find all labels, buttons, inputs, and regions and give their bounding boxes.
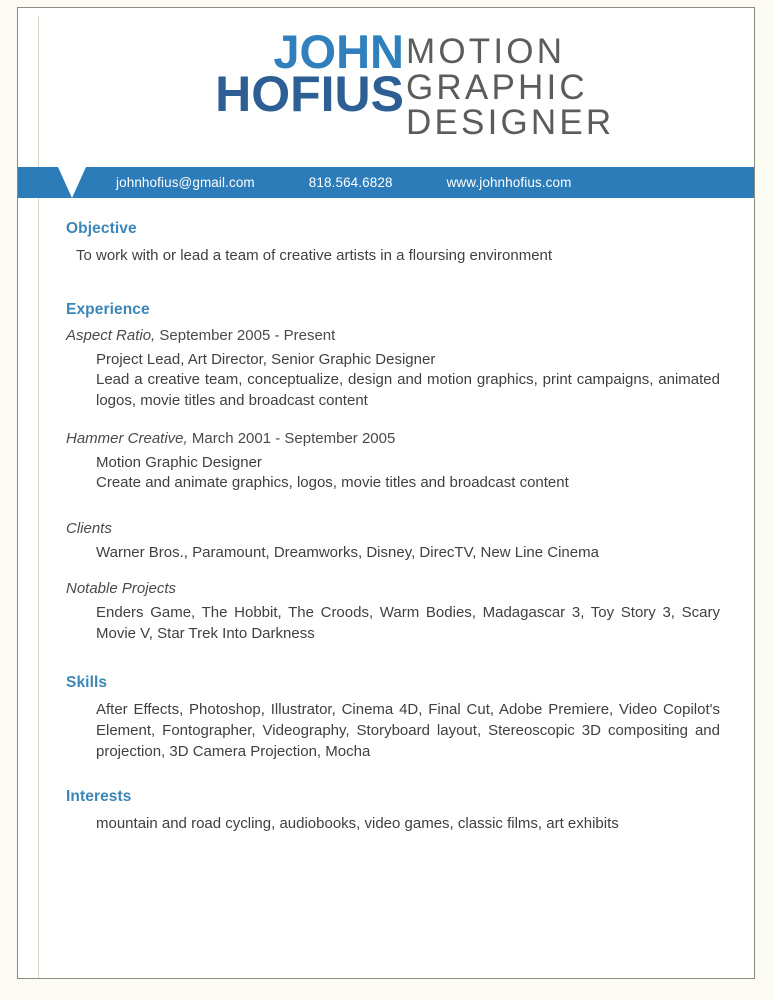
clients-text: Warner Bros., Paramount, Dreamworks, Disney, DirecTV, New Line Cinema [96,544,599,562]
section-heading-interests: Interests [66,788,132,806]
section-heading-skills: Skills [66,674,108,692]
job-title-line-2: GRAPHIC [406,67,588,107]
job-2-dates: March 2001 - September 2005 [187,429,396,447]
job-1-dates: September 2005 - Present [155,326,336,344]
job-1-description: Lead a creative team, conceptualize, design and motion graphics, print campaigns, animated logos, movie titles and broadcast content [96,371,720,410]
contact-phone[interactable]: 818.564.6828 [308,175,393,190]
contact-items [116,167,571,198]
job-2-company: Hammer Creative, [66,429,188,447]
resume-page [17,7,755,979]
job-1-role: Project Lead, Art Director, Senior Graphic Designer [96,350,436,368]
job-title-block [406,34,614,141]
section-heading-experience: Experience [66,300,150,318]
clients-heading [66,520,754,537]
job-1-company: Aspect Ratio, [66,326,156,344]
section-objective [18,220,754,267]
notable-projects-text: Enders Game, The Hobbit, The Croods, Warm Bodies, Madagascar 3, Toy Story 3, Scary Movie V, Star Trek Into Darkness [96,603,720,642]
section-experience [18,301,754,645]
job-1-header [66,327,754,344]
contact-bar [18,167,754,198]
resume-content [18,198,754,835]
interests-text: mountain and road cycling, audiobooks, video games, classic films, art exhibits [96,815,619,833]
section-heading-objective: Objective [66,220,137,237]
objective-text: To work with or lead a team of creative artists in a floursing environment [76,247,553,264]
name-last: HOFIUS [215,65,404,122]
candidate-name [215,25,404,122]
job-title-line-1: MOTION [406,32,566,71]
section-interests [18,788,754,835]
notable-projects-heading-label: Notable Projects [66,579,177,597]
job-title-line-3: DESIGNER [406,103,615,143]
skills-text: After Effects, Photoshop, Illustrator, Cinema 4D, Final Cut, Adobe Premiere, Video Copilot's Element, Fontographer, Videography, Storyboard layout, Stereoscopic 3D compositing and projection, 3D Camera Projection, Mocha [96,701,720,760]
contact-email[interactable]: johnhofius@gmail.com [116,175,255,190]
resume-header [18,8,754,160]
section-skills [18,674,754,762]
job-2-header [66,430,754,447]
job-2-role: Motion Graphic Designer [96,453,262,471]
contact-website[interactable]: www.johnhofius.com [446,175,572,190]
notable-projects-heading [66,580,754,597]
name-first: JOHN [273,25,404,78]
contact-bar-notch-icon [58,167,86,198]
job-2-description: Create and animate graphics, logos, movie titles and broadcast content [96,474,569,492]
clients-heading-label: Clients [66,520,112,538]
